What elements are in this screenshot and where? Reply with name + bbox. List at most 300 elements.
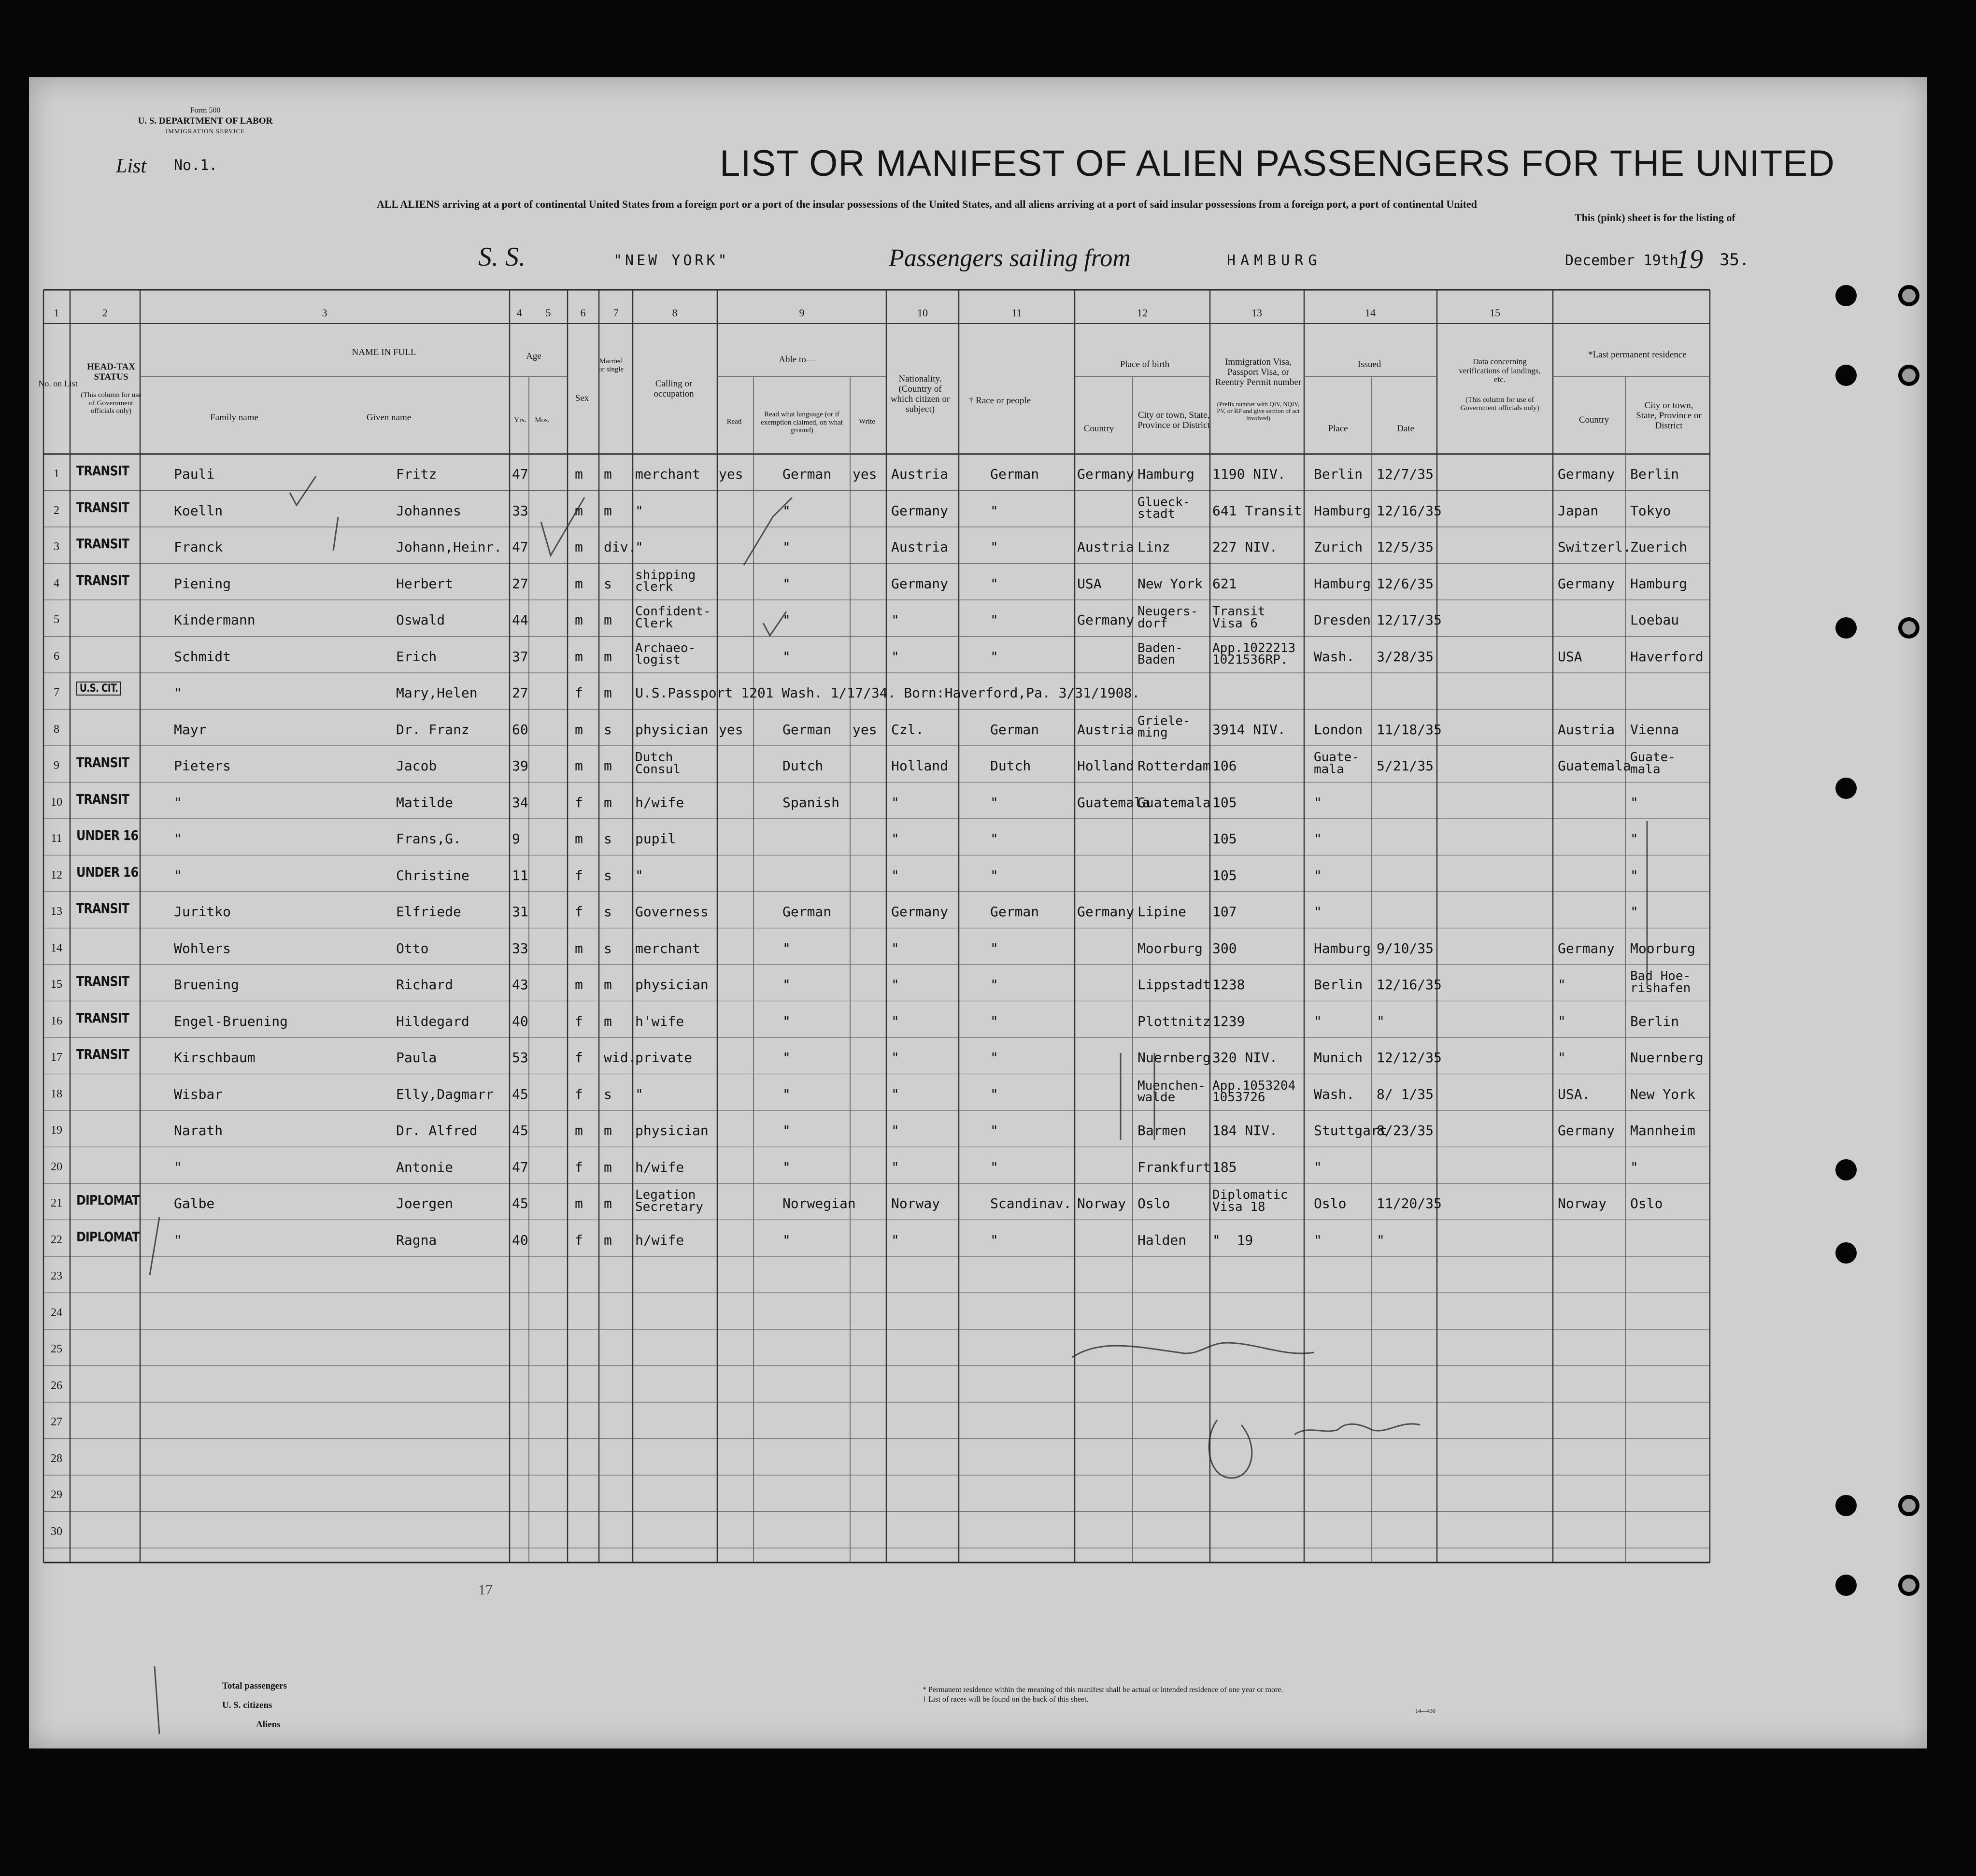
cell-city: Guatemala — [1137, 794, 1211, 810]
cell-place: " — [1314, 904, 1322, 920]
cell-sex: m — [575, 648, 583, 665]
total-passengers-label: Total passengers — [222, 1681, 287, 1691]
cell-res-city: Moorburg — [1630, 940, 1695, 956]
cell-family: Wohlers — [174, 940, 231, 956]
cell-place: Hamburg — [1314, 502, 1371, 519]
cell-married: s — [604, 831, 612, 847]
cell-family: Pieters — [174, 758, 231, 774]
cell-race: " — [990, 612, 998, 628]
cell-yrs: 31 — [512, 904, 528, 920]
cell-res-country: Guatemala — [1558, 758, 1631, 774]
manifest-sheet — [29, 77, 1927, 1748]
cell-lang: " — [782, 1123, 791, 1138]
cell-married: m — [604, 502, 612, 519]
cell-nationality: " — [891, 648, 899, 665]
cell-visa: 184 NIV. — [1212, 1123, 1278, 1138]
cell-nationality: " — [891, 1159, 899, 1175]
cell-given: Elfriede — [396, 904, 461, 920]
cell-race: Dutch — [990, 758, 1031, 774]
cell-given: Joergen — [396, 1195, 454, 1211]
cell-res-country: Austria — [1558, 721, 1615, 738]
column-number: 7 — [613, 307, 619, 319]
name-in-full-header: NAME IN FULL — [352, 347, 416, 357]
cell-sex: m — [575, 977, 583, 993]
punch-hole-icon — [1898, 285, 1919, 306]
cell-sex: m — [575, 721, 583, 738]
cell-lang: " — [782, 1159, 791, 1175]
cell-married: wid. — [604, 1050, 637, 1066]
cell-res-country: Norway — [1558, 1195, 1607, 1211]
cell-given: Oswald — [396, 612, 445, 628]
cell-yrs: 34 — [512, 794, 528, 810]
cell-sex: m — [575, 539, 583, 555]
cell-place: Munich — [1314, 1050, 1363, 1066]
list-label: List — [116, 155, 147, 177]
cell-city: Muenchen- walde — [1137, 1078, 1206, 1105]
age-header: Age — [526, 351, 541, 361]
cell-yrs: 45 — [512, 1123, 528, 1138]
cell-sex: f — [575, 1050, 583, 1066]
cell-family: Schmidt — [174, 648, 231, 665]
cell-yrs: 37 — [512, 648, 528, 665]
read-language-header: Read what language (or if exemption claimed, on what ground) — [761, 411, 843, 434]
cell-married: s — [604, 575, 612, 592]
cell-res-city: Guate- mala — [1630, 750, 1676, 777]
cell-given: Matilde — [396, 794, 454, 810]
cell-calling: merchant — [635, 466, 700, 482]
visa-header: Immigration Visa, Passport Visa, or Reentry Permit number — [1215, 357, 1302, 387]
head-tax-stamp: TRANSIT — [76, 900, 129, 916]
cell-family: " — [174, 867, 182, 883]
row-number: 15 — [51, 978, 62, 991]
cell-yrs: 47 — [512, 539, 528, 555]
punch-hole-icon — [1835, 1575, 1857, 1596]
cell-family: Engel-Bruening — [174, 1013, 288, 1029]
race-footnote: † List of races will be found on the back of this sheet. — [923, 1695, 1089, 1704]
cell-place: Wash. — [1314, 1086, 1355, 1102]
cell-res-city: New York — [1630, 1086, 1695, 1102]
column-number: 13 — [1251, 307, 1262, 319]
cell-visa: " 19 — [1212, 1232, 1253, 1248]
cell-city: Nuernberg — [1137, 1050, 1211, 1066]
cell-nationality: " — [891, 831, 899, 847]
cell-given: Johann,Heinr. — [396, 539, 502, 555]
cell-visa: 107 — [1212, 904, 1237, 920]
cell-yrs: 45 — [512, 1195, 528, 1211]
row-number: 29 — [51, 1489, 62, 1501]
cell-date: 11/18/35 — [1377, 721, 1442, 738]
cell-sex: f — [575, 685, 583, 701]
punch-hole-icon — [1835, 1495, 1857, 1516]
cell-yrs: 44 — [512, 612, 528, 628]
cell-place: " — [1314, 831, 1322, 847]
cell-city: Neugers- dorf — [1137, 604, 1198, 631]
cell-res-country: Germany — [1558, 1123, 1615, 1138]
cell-place: " — [1314, 1013, 1322, 1029]
cell-res-city: " — [1630, 867, 1638, 883]
cell-given: Jacob — [396, 758, 437, 774]
cell-nationality: " — [891, 794, 899, 810]
cell-nationality: " — [891, 977, 899, 993]
cell-lang: Norwegian — [782, 1195, 856, 1211]
cell-res-country: " — [1558, 977, 1566, 993]
cell-place: Wash. — [1314, 648, 1355, 665]
cell-visa: 3914 NIV. — [1212, 721, 1286, 738]
cell-visa: Diplomatic Visa 18 — [1212, 1188, 1288, 1214]
intro-text-1: ALL ALIENS arriving at a port of continental United States from a foreign port or a port of the insular possessions of the United States, and all aliens arriving at a port of said insular possessions from a foreign port, a port of continental United — [377, 198, 1477, 210]
cell-place: Berlin — [1314, 977, 1363, 993]
cell-lang: " — [782, 1050, 791, 1066]
aliens-label: Aliens — [256, 1720, 281, 1730]
cell-city: Frankfurt — [1137, 1159, 1211, 1175]
cell-given: Mary,Helen — [396, 685, 478, 701]
cell-date: 9/10/35 — [1377, 940, 1434, 956]
column-number: 1 — [54, 307, 59, 319]
cell-calling: physician — [635, 1123, 709, 1138]
head-tax-stamp: TRANSIT — [76, 499, 129, 515]
cell-married: s — [604, 940, 612, 956]
cell-married: s — [604, 904, 612, 920]
cell-lang: " — [782, 977, 791, 993]
cell-read: yes — [719, 721, 743, 738]
cell-sex: m — [575, 466, 583, 482]
cell-country: Austria — [1077, 539, 1135, 555]
birth-city-header: City or town, State, Province or District — [1137, 410, 1210, 430]
row-number: 16 — [51, 1014, 62, 1027]
cell-yrs: 47 — [512, 466, 528, 482]
row-number: 6 — [54, 650, 59, 663]
cell-write: yes — [853, 466, 877, 482]
cell-res-city: Vienna — [1630, 721, 1679, 738]
cell-race: " — [990, 867, 998, 883]
cell-yrs: 33 — [512, 502, 528, 519]
cell-place: Stuttgart — [1314, 1123, 1387, 1138]
cell-visa: 621 — [1212, 575, 1237, 592]
cell-sex: f — [575, 904, 583, 920]
last-residence-header: *Last permanent residence — [1588, 350, 1687, 360]
given-name-header: Given name — [366, 412, 412, 423]
cell-city: Lipine — [1137, 904, 1187, 920]
cell-calling: Archaeo- logist — [635, 640, 696, 668]
cell-city: Plottnitz — [1137, 1013, 1211, 1029]
cell-married: m — [604, 1123, 612, 1138]
residence-city-header: City or town, State, Province or District — [1636, 400, 1702, 431]
head-tax-stamp: TRANSIT — [76, 973, 129, 989]
cell-nationality: " — [891, 1123, 899, 1138]
issued-place-header: Place — [1328, 424, 1348, 434]
row-number: 8 — [54, 723, 59, 736]
cell-date: 12/5/35 — [1377, 539, 1434, 555]
cell-res-city: Tokyo — [1630, 502, 1671, 519]
column-number: 9 — [799, 307, 805, 319]
head-tax-stamp: TRANSIT — [76, 536, 129, 552]
cell-calling: " — [635, 1086, 643, 1102]
cell-calling: physician — [635, 977, 709, 993]
cell-date: 5/21/35 — [1377, 758, 1434, 774]
row-number: 5 — [54, 613, 59, 626]
cell-date: 12/17/35 — [1377, 612, 1442, 628]
cell-race: " — [990, 539, 998, 555]
cell-place: Oslo — [1314, 1195, 1347, 1211]
departure-port: HAMBURG — [1227, 252, 1322, 269]
cell-sex: f — [575, 1013, 583, 1029]
cell-family: Mayr — [174, 721, 207, 738]
sailing-label: Passengers sailing from — [889, 244, 1131, 272]
punch-hole-icon — [1835, 285, 1857, 306]
cell-res-city: Berlin — [1630, 466, 1679, 482]
cell-yrs: 9 — [512, 831, 520, 847]
cell-res-city: " — [1630, 1159, 1638, 1175]
cell-res-country: Germany — [1558, 466, 1615, 482]
cell-race: Scandinav. — [990, 1195, 1072, 1211]
cell-country: Holland — [1077, 758, 1135, 774]
intro-text-2: This (pink) sheet is for the listing of — [1575, 212, 1735, 224]
cell-city: Halden — [1137, 1232, 1187, 1248]
cell-race: German — [990, 721, 1039, 738]
cell-city: Moorburg — [1137, 940, 1203, 956]
row-number: 21 — [51, 1197, 62, 1209]
cell-res-city: Hamburg — [1630, 575, 1688, 592]
cell-lang: Spanish — [782, 794, 840, 810]
cell-visa: 300 — [1212, 940, 1237, 956]
head-tax-stamp: TRANSIT — [76, 1009, 129, 1026]
cell-lang: Dutch — [782, 758, 824, 774]
cell-calling: " — [635, 539, 643, 555]
cell-city: Oslo — [1137, 1195, 1170, 1211]
column-number: 4 — [516, 307, 522, 319]
cell-visa: App.1022213 1021536RP. — [1212, 640, 1296, 668]
cell-sex: m — [575, 758, 583, 774]
row-number: 17 — [51, 1051, 62, 1064]
cell-nationality: Norway — [891, 1195, 940, 1211]
cell-lang: " — [782, 502, 791, 519]
residence-footnote: * Permanent residence within the meaning of this manifest shall be actual or intended residence of one year or more. — [923, 1686, 1283, 1694]
race-header: † Race or people — [968, 396, 1031, 406]
calling-header: Calling or occupation — [654, 379, 694, 399]
cell-given: Johannes — [396, 502, 461, 519]
cell-res-country: Germany — [1558, 940, 1615, 956]
cell-married: s — [604, 721, 612, 738]
cell-visa: 1239 — [1212, 1013, 1245, 1029]
cell-place: " — [1314, 794, 1322, 810]
head-tax-stamp: DIPLOMAT — [76, 1228, 140, 1245]
cell-lang: " — [782, 575, 791, 592]
cell-yrs: 33 — [512, 940, 528, 956]
row-number: 19 — [51, 1124, 62, 1137]
family-name-header: Family name — [210, 412, 258, 423]
cell-sex: f — [575, 794, 583, 810]
cell-yrs: 47 — [512, 1159, 528, 1175]
cell-place: Zurich — [1314, 539, 1363, 555]
cell-married: m — [604, 977, 612, 993]
head-tax-stamp: TRANSIT — [76, 1046, 129, 1062]
cell-given: Herbert — [396, 575, 454, 592]
cell-calling: private — [635, 1050, 693, 1066]
cell-family: Pauli — [174, 466, 215, 482]
cell-visa: 106 — [1212, 758, 1237, 774]
cell-married: m — [604, 466, 612, 482]
yrs-header: Yrs. — [514, 416, 526, 424]
form-code: 14—430 — [1415, 1707, 1436, 1714]
cell-race: " — [990, 1013, 998, 1029]
cell-given: Elly,Dagmarr — [396, 1086, 494, 1102]
head-tax-stamp: DIPLOMAT — [76, 1192, 140, 1208]
cell-sex: f — [575, 1232, 583, 1248]
cell-married: m — [604, 1013, 612, 1029]
visa-note: (Prefix number with QIV, NQIV, PV, or RP and give section of act involved) — [1217, 400, 1300, 422]
cell-res-city: Nuernberg — [1630, 1050, 1704, 1066]
year-prefix: 19 — [1676, 244, 1703, 274]
cell-given: Frans,G. — [396, 831, 461, 847]
cell-given: Dr. Alfred — [396, 1123, 478, 1138]
cell-lang: German — [782, 721, 832, 738]
residence-country-header: Country — [1578, 415, 1609, 425]
column-number: 2 — [102, 307, 108, 319]
cell-city: Linz — [1137, 539, 1170, 555]
cell-family: " — [174, 1232, 182, 1248]
cell-country: Guatemala — [1077, 794, 1151, 810]
cell-res-country: " — [1558, 1013, 1566, 1029]
column-number: 10 — [917, 307, 928, 319]
cell-res-city: Bad Hoe- rishafen — [1630, 969, 1691, 995]
row-number: 12 — [51, 868, 62, 881]
service-label: IMMIGRATION SERVICE — [165, 128, 245, 135]
cell-country: Norway — [1077, 1195, 1126, 1211]
cell-calling: " — [635, 867, 643, 883]
cell-family: Bruening — [174, 977, 239, 993]
cell-res-country: Switzerl. — [1558, 539, 1631, 555]
us-citizens-label: U. S. citizens — [222, 1700, 272, 1710]
cell-family: " — [174, 831, 182, 847]
cell-calling: h/wife — [635, 1232, 684, 1248]
cell-married: m — [604, 758, 612, 774]
row-number: 10 — [51, 796, 62, 809]
cell-res-city: " — [1630, 904, 1638, 920]
head-tax-stamp: UNDER 16 — [76, 827, 139, 843]
cell-family: " — [174, 1159, 182, 1175]
row-number: 3 — [54, 540, 59, 553]
cell-sex: m — [575, 612, 583, 628]
cell-calling: " — [635, 502, 643, 519]
issued-header: Issued — [1357, 359, 1381, 370]
row-number: 7 — [54, 686, 59, 699]
sex-header: Sex — [575, 393, 589, 403]
row-number: 20 — [51, 1160, 62, 1173]
head-tax-note: (This column for use of Government officials only) — [81, 391, 142, 415]
read-header: Read — [726, 418, 742, 426]
cell-lang: " — [782, 1086, 791, 1102]
cell-nationality: " — [891, 940, 899, 956]
head-tax-stamp: TRANSIT — [76, 463, 129, 479]
cell-race: " — [990, 502, 998, 519]
cell-calling: Dutch Consul — [635, 750, 681, 777]
write-header: Write — [859, 418, 875, 426]
punch-hole-icon — [1835, 617, 1857, 639]
cell-sex: m — [575, 575, 583, 592]
list-number: No.1. — [174, 157, 218, 174]
cell-race: " — [990, 831, 998, 847]
cell-yrs: 27 — [512, 575, 528, 592]
cell-res-country: Germany — [1558, 575, 1615, 592]
issued-date-header: Date — [1397, 424, 1414, 434]
cell-race: German — [990, 904, 1039, 920]
cell-place: " — [1314, 1159, 1322, 1175]
cell-res-city: Mannheim — [1630, 1123, 1695, 1138]
cell-race: " — [990, 1159, 998, 1175]
cell-given: Ragna — [396, 1232, 437, 1248]
birth-country-header: Country — [1083, 424, 1114, 434]
cell-nationality: " — [891, 1050, 899, 1066]
cell-lang: " — [782, 1013, 791, 1029]
form-number: Form 500 — [190, 106, 221, 114]
cell-family: Juritko — [174, 904, 231, 920]
cell-nationality: Austria — [891, 466, 949, 482]
cell-country: Germany — [1077, 904, 1135, 920]
cell-family: " — [174, 685, 182, 701]
cell-race: " — [990, 1232, 998, 1248]
cell-calling: shipping clerk — [635, 568, 696, 595]
nationality-header: Nationality. (Country of which citizen or subject) — [890, 374, 950, 414]
cell-race: German — [990, 466, 1039, 482]
cell-country: Germany — [1077, 466, 1135, 482]
cell-nationality: " — [891, 867, 899, 883]
cell-date: 12/16/35 — [1377, 502, 1442, 519]
cell-place: Hamburg — [1314, 940, 1371, 956]
cell-yrs: 39 — [512, 758, 528, 774]
punch-hole-icon — [1898, 365, 1919, 386]
cell-family: Kindermann — [174, 612, 256, 628]
cell-visa: 1190 NIV. — [1212, 466, 1286, 482]
row-number: 11 — [51, 832, 62, 845]
cell-place: " — [1314, 867, 1322, 883]
cell-visa: 320 NIV. — [1212, 1050, 1278, 1066]
cell-married: div. — [604, 539, 637, 555]
cell-married: m — [604, 1159, 612, 1175]
cell-lang: " — [782, 612, 791, 628]
cell-res-country: USA. — [1558, 1086, 1591, 1102]
cell-calling: h'wife — [635, 1013, 684, 1029]
cell-date: 3/28/35 — [1377, 648, 1434, 665]
cell-nationality: " — [891, 1013, 899, 1029]
row-number: 1 — [54, 468, 59, 480]
punch-hole-icon — [1898, 1575, 1919, 1596]
cell-yrs: 40 — [512, 1013, 528, 1029]
cell-sex: f — [575, 1086, 583, 1102]
cell-date: 12/7/35 — [1377, 466, 1434, 482]
cell-calling: U.S.Passport 1201 Wash. 1/17/34. Born:Haverford,Pa. 3/31/1908. — [635, 685, 1140, 701]
cell-date: 11/20/35 — [1377, 1195, 1442, 1211]
place-of-birth-header: Place of birth — [1120, 359, 1170, 370]
cell-city: Glueck- stadt — [1137, 495, 1191, 522]
cell-visa: 185 — [1212, 1159, 1237, 1175]
cell-family: Wisbar — [174, 1086, 223, 1102]
cell-country: Austria — [1077, 721, 1135, 738]
row-number: 24 — [51, 1306, 62, 1319]
cell-nationality: Germany — [891, 904, 949, 920]
punch-hole-icon — [1835, 365, 1857, 386]
cell-given: Dr. Franz — [396, 721, 469, 738]
column-number: 6 — [580, 307, 586, 319]
cell-nationality: Germany — [891, 502, 949, 519]
cell-country: USA — [1077, 575, 1102, 592]
cell-read: yes — [719, 466, 743, 482]
row-number: 18 — [51, 1087, 62, 1100]
able-to-header: Able to— — [779, 355, 815, 365]
cell-given: Erich — [396, 648, 437, 665]
head-tax-stamp: TRANSIT — [76, 754, 129, 770]
cell-family: Koelln — [174, 502, 223, 519]
cell-res-city: Berlin — [1630, 1013, 1679, 1029]
